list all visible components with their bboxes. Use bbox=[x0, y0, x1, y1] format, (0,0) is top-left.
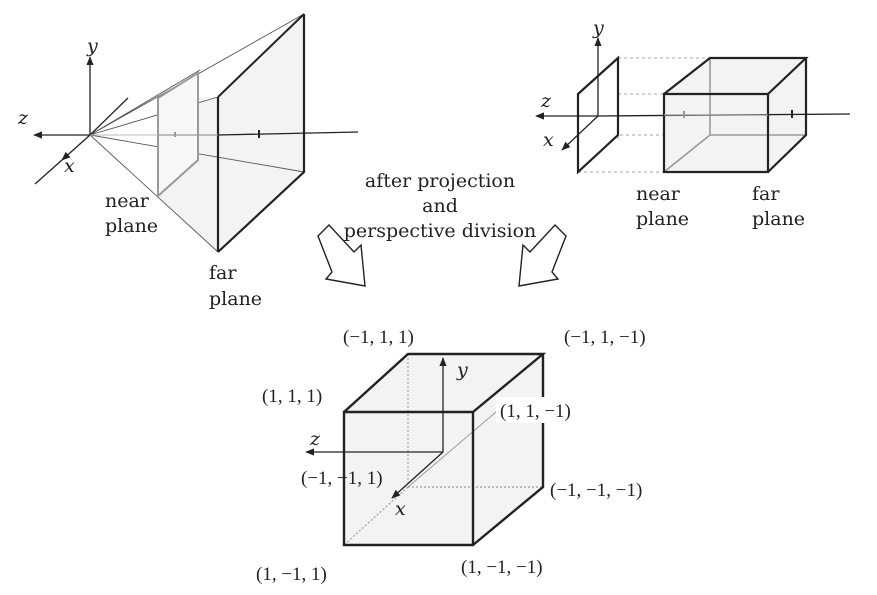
ndc-x-label: x bbox=[395, 498, 406, 520]
frustum-x-axis-ext bbox=[35, 160, 62, 184]
ndc-y-label: y bbox=[457, 359, 468, 381]
frustum-near-label-2: plane bbox=[105, 215, 159, 237]
caption-line-2: and bbox=[422, 195, 458, 217]
ortho-box-group bbox=[536, 17, 850, 230]
caption-line-3: perspective division bbox=[343, 220, 537, 242]
ortho-near-label-1: near bbox=[636, 183, 680, 205]
ndc-cube-group bbox=[256, 327, 646, 585]
corner-front-top-left: (1, 1, 1) bbox=[262, 386, 323, 407]
ortho-far-label-2: plane bbox=[752, 208, 806, 230]
caption-group bbox=[318, 170, 566, 286]
ortho-near-label-2: plane bbox=[636, 208, 690, 230]
corner-front-bottom-left: (1, −1, 1) bbox=[256, 564, 327, 585]
ortho-far-label-1: far bbox=[752, 183, 780, 205]
corner-back-bottom-left: (−1, −1, 1) bbox=[301, 468, 383, 489]
frustum-near-label-1: near bbox=[105, 190, 149, 212]
frustum-x-label: x bbox=[64, 155, 75, 177]
corner-back-top-right: (−1, 1, −1) bbox=[564, 327, 646, 348]
frustum-z-label: z bbox=[18, 107, 29, 129]
caption-line-1: after projection bbox=[364, 170, 516, 192]
corner-back-bottom-right: (−1, −1, −1) bbox=[550, 480, 643, 501]
frustum-far-label-1: far bbox=[209, 262, 237, 284]
corner-front-top-right: (1, 1, −1) bbox=[500, 401, 571, 422]
ortho-x-label: x bbox=[543, 129, 554, 151]
corner-front-bottom-right: (1, −1, −1) bbox=[461, 557, 543, 578]
ndc-z-label: z bbox=[310, 428, 321, 450]
ortho-y-label: y bbox=[593, 17, 604, 39]
frustum-far-label-2: plane bbox=[209, 288, 263, 310]
frustum-group bbox=[17, 14, 358, 310]
corner-back-top-left: (−1, 1, 1) bbox=[343, 327, 414, 348]
frustum-y-label: y bbox=[87, 35, 98, 57]
ortho-z-label: z bbox=[541, 90, 552, 112]
